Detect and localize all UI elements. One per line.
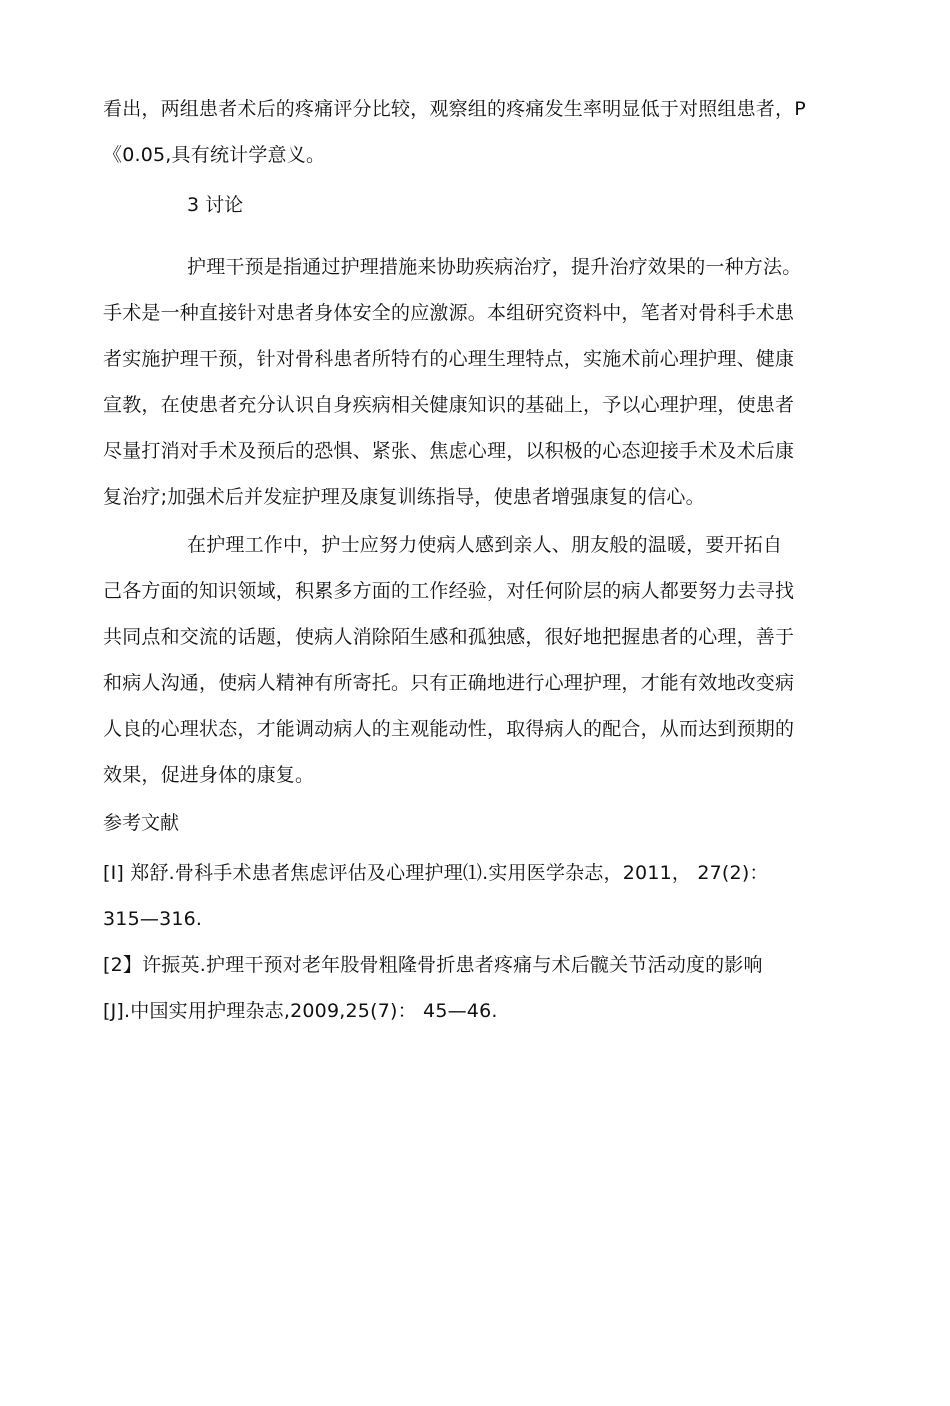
paragraph-line: 和病人沟通，使病人精神有所寄托。只有正确地进行心理护理，才能有效地改变病 [103, 672, 795, 694]
paragraph-line: 在护理工作中，护士应努力使病人感到亲人、朋友般的温暖，要开拓自 [187, 534, 783, 556]
reference-line: [I] 郑舒.骨科手术患者焦虑评估及心理护理⑴.实用医学杂志，2011， 27(2)： [103, 862, 769, 884]
reference-line: [2】许振英.护理干预对老年股骨粗隆骨折患者疼痛与术后髋关节活动度的影响 [103, 954, 763, 976]
paragraph-line: 效果，促进身体的康复。 [103, 764, 315, 786]
references-title: 参考文献 [103, 812, 180, 834]
reference-line: 315—316. [103, 908, 203, 930]
paragraph-line: 复治疗;加强术后并发症护理及康复训练指导，使患者增强康复的信心。 [103, 486, 705, 508]
paragraph-line: 护理干预是指通过护理措施来协助疾病治疗，提升治疗效果的一种方法。 [187, 256, 802, 278]
paragraph-line: 己各方面的知识领域，积累多方面的工作经验，对任何阶层的病人都要努力去寻找 [103, 580, 795, 602]
section-heading-discussion: 3 讨论 [187, 194, 244, 216]
paragraph-line: 宣教，在使患者充分认识自身疾病相关健康知识的基础上，予以心理护理，使患者 [103, 394, 795, 416]
discussion-paragraph-1 [103, 244, 855, 520]
intro-line: 《0.05,具有统计学意义。 [103, 144, 326, 166]
paragraph-line: 人良的心理状态，才能调动病人的主观能动性，取得病人的配合，从而达到预期的 [103, 718, 795, 740]
paragraph-line: 共同点和交流的话题，使病人消除陌生感和孤独感，很好地把握患者的心理，善于 [103, 626, 795, 648]
references-list [103, 850, 855, 1034]
intro-line: 看出，两组患者术后的疼痛评分比较，观察组的疼痛发生率明显低于对照组患者，P [103, 98, 806, 120]
intro-paragraph [103, 86, 855, 178]
discussion-paragraph-2 [103, 522, 855, 798]
paragraph-line: 手术是一种直接针对患者身体安全的应激源。本组研究资料中，笔者对骨科手术患 [103, 302, 795, 324]
paragraph-line: 者实施护理干预，针对骨科患者所特冇的心理生理特点，实施术前心理护理、健康 [103, 348, 795, 370]
reference-line: [J].中国实用护理杂志,2009,25(7)： 45—46. [103, 1000, 498, 1022]
paragraph-line: 尽量打消对手术及预后的恐惧、紧张、焦虑心理，以积极的心态迎接手术及术后康 [103, 440, 795, 462]
